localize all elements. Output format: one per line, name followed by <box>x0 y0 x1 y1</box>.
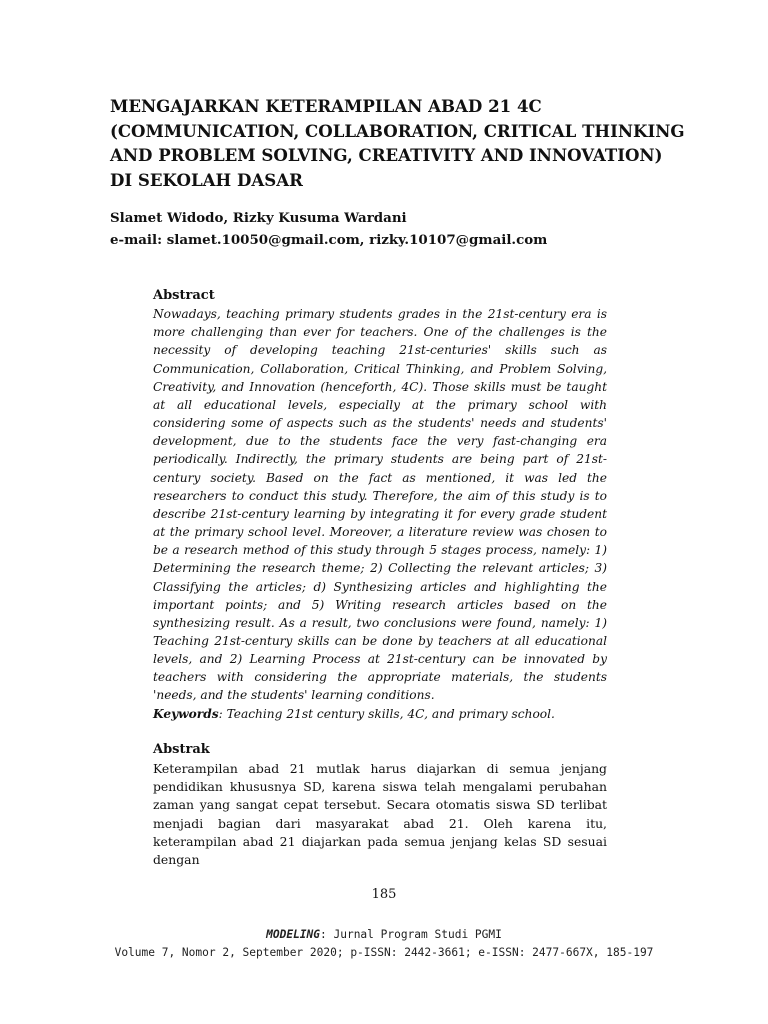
footer-journal-line <box>0 926 768 944</box>
journal-footer <box>0 926 768 962</box>
abstrak-section <box>153 741 607 869</box>
author-names: Slamet Widodo, Rizky Kusuma Wardani <box>110 210 407 226</box>
keywords-label: Keywords <box>153 706 219 721</box>
title-line: (COMMUNICATION, COLLABORATION, CRITICAL THINKING <box>110 120 685 141</box>
abstract-section <box>153 287 607 723</box>
abstrak-text: Keterampilan abad 21 mutlak harus diajarkan di semua jenjang pendidikan khususnya SD, karena siswa telah mengalami perubahan zaman yang sangat cepat tersebut. Secara otomatis siswa SD terlibat menjadi bagian dari masyarakat abad 21. Oleh karena itu, keterampilan abad 21 diajarkan pada semua jenjang kelas SD sesuai dengan <box>153 761 607 867</box>
keywords-text: : Teaching 21st century skills, 4C, and primary school. <box>218 706 555 721</box>
title-line: MENGAJARKAN KETERAMPILAN ABAD 21 4C <box>110 96 542 116</box>
title-line: DI SEKOLAH DASAR <box>110 169 303 190</box>
page-number: 185 <box>371 887 397 902</box>
journal-name: MODELING <box>266 928 321 941</box>
keywords-line <box>153 705 607 723</box>
title-line: AND PROBLEM SOLVING, CREATIVITY AND INNOVATION) <box>110 145 663 165</box>
author-email: e-mail: slamet.10050@gmail.com, rizky.10107@gmail.com <box>110 231 548 248</box>
journal-subtitle: : Jurnal Program Studi PGMI <box>320 928 502 941</box>
abstract-heading: Abstract <box>153 288 215 303</box>
footer-volume-line: Volume 7, Nomor 2, September 2020; p-ISSN: 2442-3661; e-ISSN: 2477-667X, 185-197 <box>114 946 654 959</box>
author-block <box>110 208 670 251</box>
abstract-text: Nowadays, teaching primary students grades in the 21st-century era is more challenging than ever for teachers. One of the challenges is the necessity of developing teaching 21st-centuries' skills such as Communication, Collaboration, Critical Thinking, and Problem Solving, Creativity, and Innovation (henceforth, 4C). Those skills must be taught at all educational levels, especially at the primary school with considering some of aspects such as the students' needs and students' development, due to the students face the very fast-changing era periodically. Indirectly, the primary students are being part of 21st-century society. Based on the fact as mentioned, it was led the researchers to conduct this study. Therefore, the aim of this study is to describe 21st-century learning by integrating it for every grade student at the primary school level. Moreover, a literature review was chosen to be a research method of this study through 5 stages process, namely: 1) Determining the research theme; 2) Collecting the relevant articles; 3) Classifying the articles; d) Synthesizing articles and highlighting the important points; and 5) Writing research articles based on the synthesizing result. As a result, two conclusions were found, namely: 1) Teaching 21st-century skills can be done by teachers at all educational levels, and 2) Learning Process at 21st-century can be innovated by teachers with considering the appropriate materials, the students 'needs, and the students' learning conditions. <box>153 307 607 703</box>
abstrak-heading: Abstrak <box>153 742 210 757</box>
paper-title <box>110 94 685 192</box>
